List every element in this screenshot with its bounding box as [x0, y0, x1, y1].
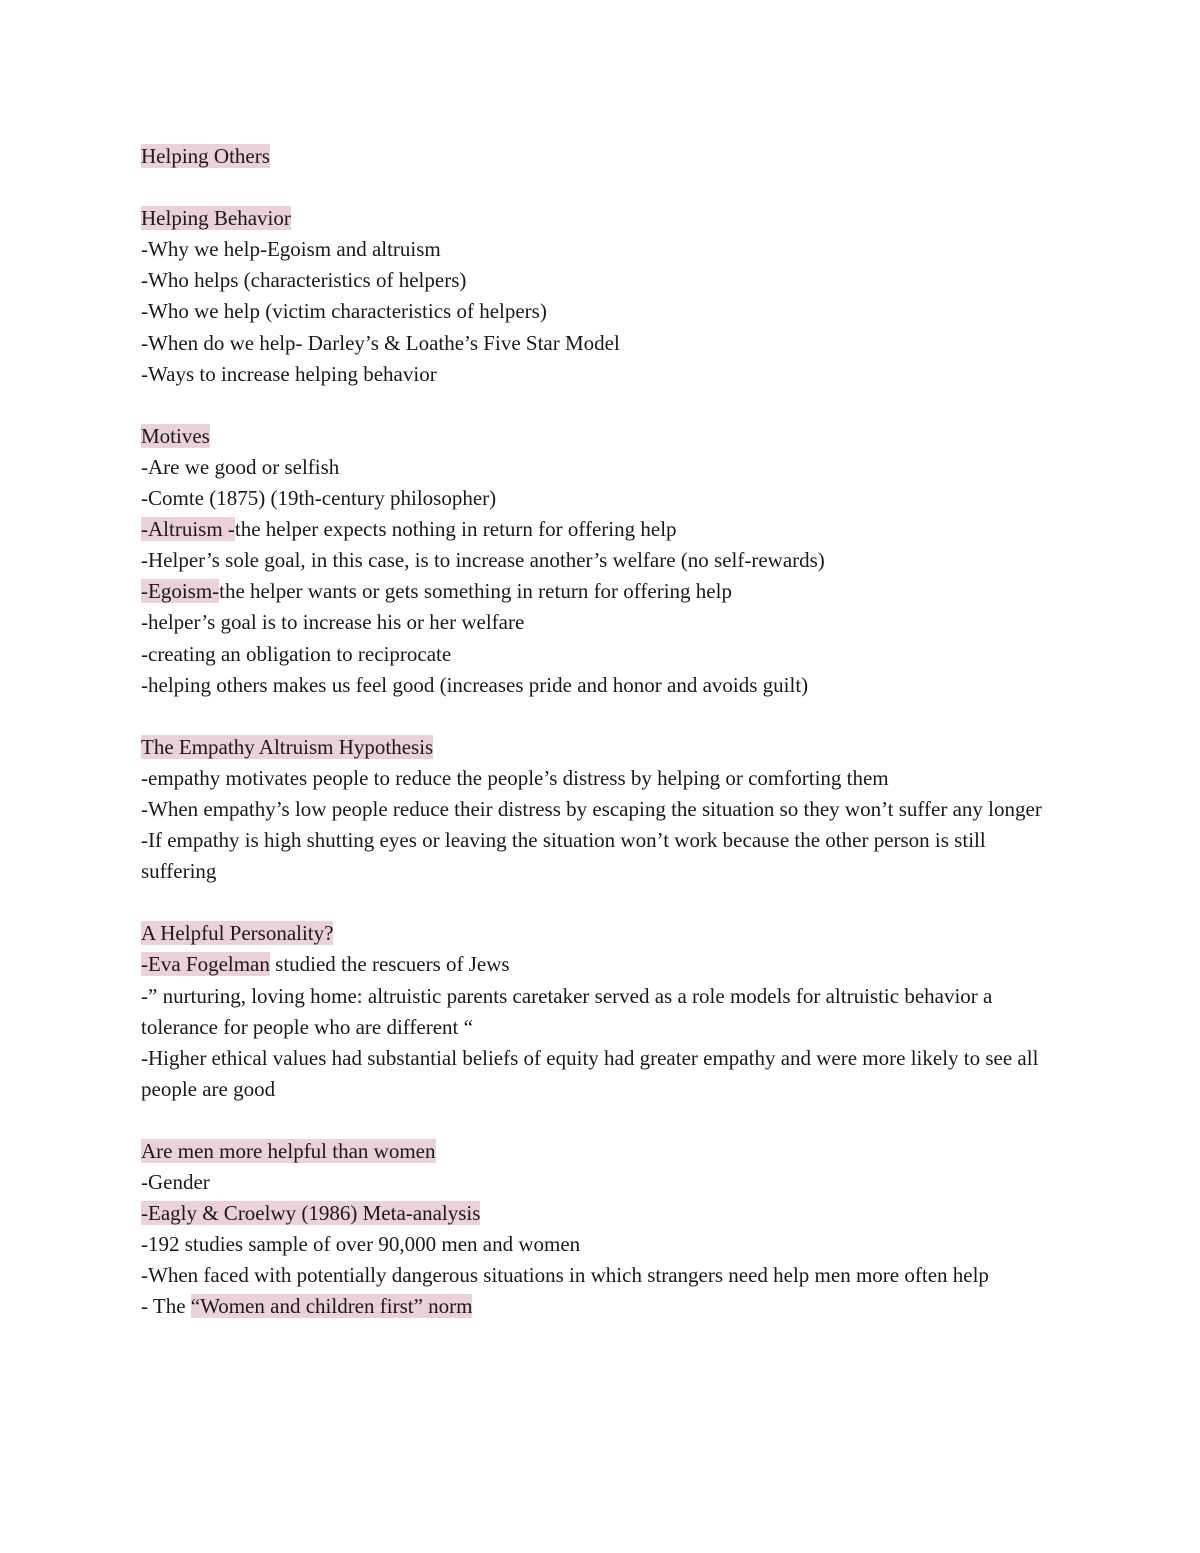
note-line	[141, 483, 1066, 514]
line-text: -Who helps (characteristics of helpers)	[141, 268, 467, 293]
line-text: -Who we help (victim characteristics of helpers)	[141, 299, 547, 324]
note-line	[141, 359, 1066, 390]
note-line	[141, 794, 1066, 825]
line-text: -Helper’s sole goal, in this case, is to increase another’s welfare (no self-rewards)	[141, 548, 825, 573]
highlighted-text: Helping Others	[141, 144, 270, 168]
line-text: the helper expects nothing in return for offering help	[234, 517, 677, 542]
line-text: -If empathy is high shutting eyes or leaving the situation won’t work because the other person is still suffering	[141, 828, 986, 884]
line-text: -Higher ethical values had substantial beliefs of equity had greater empathy and were more likely to see all people are good	[141, 1045, 1039, 1101]
note-line	[141, 949, 1066, 980]
note-line	[141, 981, 1066, 1043]
note-line	[141, 1260, 1066, 1291]
line-text: -empathy motivates people to reduce the people’s distress by helping or comforting them	[141, 765, 889, 790]
line-text: -helping others makes us feel good (increases pride and honor and avoids guilt)	[141, 672, 809, 697]
section-heading	[141, 203, 1066, 234]
line-text: -Ways to increase helping behavior	[141, 361, 437, 386]
line-text: studied the rescuers of Jews	[269, 952, 510, 977]
section-heading	[141, 732, 1066, 763]
note-line	[141, 1291, 1066, 1322]
line-text: -” nurturing, loving home: altruistic parents caretaker served as a role models for altruistic behavior a tolerance for people who are different “	[141, 983, 993, 1039]
highlighted-text: Motives	[141, 423, 210, 448]
highlighted-text: -Egoism-	[141, 579, 220, 604]
note-line	[141, 265, 1066, 296]
line-text: -When empathy’s low people reduce their distress by escaping the situation so they won’t suffer any longer	[141, 796, 1042, 821]
line-text: -When do we help- Darley’s & Loathe’s Five Star Model	[141, 330, 620, 355]
document-page	[141, 141, 1066, 1354]
section-helpful-personality	[141, 918, 1066, 1105]
highlighted-text: A Helpful Personality?	[141, 921, 334, 946]
note-line	[141, 1198, 1066, 1229]
highlighted-text: Helping Behavior	[141, 206, 291, 231]
line-text: the helper wants or gets something in return for offering help	[219, 579, 732, 604]
note-line	[141, 514, 1066, 545]
section-empathy-altruism	[141, 732, 1066, 887]
line-text: -helper’s goal is to increase his or her welfare	[141, 610, 525, 635]
line-text: - The	[141, 1294, 191, 1319]
note-line	[141, 328, 1066, 359]
section-heading	[141, 141, 1066, 172]
note-line	[141, 576, 1066, 607]
section-helping-behavior	[141, 203, 1066, 390]
line-text: -Gender	[141, 1170, 210, 1195]
highlighted-text: The Empathy Altruism Hypothesis	[141, 734, 434, 759]
highlighted-text: -Altruism -	[141, 517, 235, 542]
section-heading	[141, 1136, 1066, 1167]
section-gender-helping	[141, 1136, 1066, 1323]
section-helping-others	[141, 141, 1066, 172]
line-text: -Comte (1875) (19th-century philosopher)	[141, 486, 497, 511]
highlighted-text: -Eva Fogelman	[141, 952, 270, 977]
section-heading	[141, 918, 1066, 949]
highlighted-text: -Eagly & Croelwy (1986) Meta-analysis	[141, 1201, 481, 1226]
line-text: -192 studies sample of over 90,000 men and women	[141, 1232, 581, 1257]
note-line	[141, 639, 1066, 670]
line-text: -Why we help-Egoism and altruism	[141, 237, 441, 262]
note-line	[141, 607, 1066, 638]
note-line	[141, 545, 1066, 576]
highlighted-text: “Women and children first” norm	[190, 1294, 473, 1319]
note-line	[141, 234, 1066, 265]
line-text: -creating an obligation to reciprocate	[141, 641, 452, 666]
note-line	[141, 452, 1066, 483]
note-line	[141, 296, 1066, 327]
section-heading	[141, 421, 1066, 452]
note-line	[141, 763, 1066, 794]
note-line	[141, 1167, 1066, 1198]
section-motives	[141, 421, 1066, 701]
line-text: -When faced with potentially dangerous situations in which strangers need help men more often help	[141, 1263, 989, 1288]
note-line	[141, 1229, 1066, 1260]
line-text: -Are we good or selfish	[141, 454, 340, 479]
highlighted-text: Are men more helpful than women	[141, 1139, 436, 1163]
note-line	[141, 1043, 1066, 1105]
note-line	[141, 670, 1066, 701]
note-line	[141, 825, 1066, 887]
